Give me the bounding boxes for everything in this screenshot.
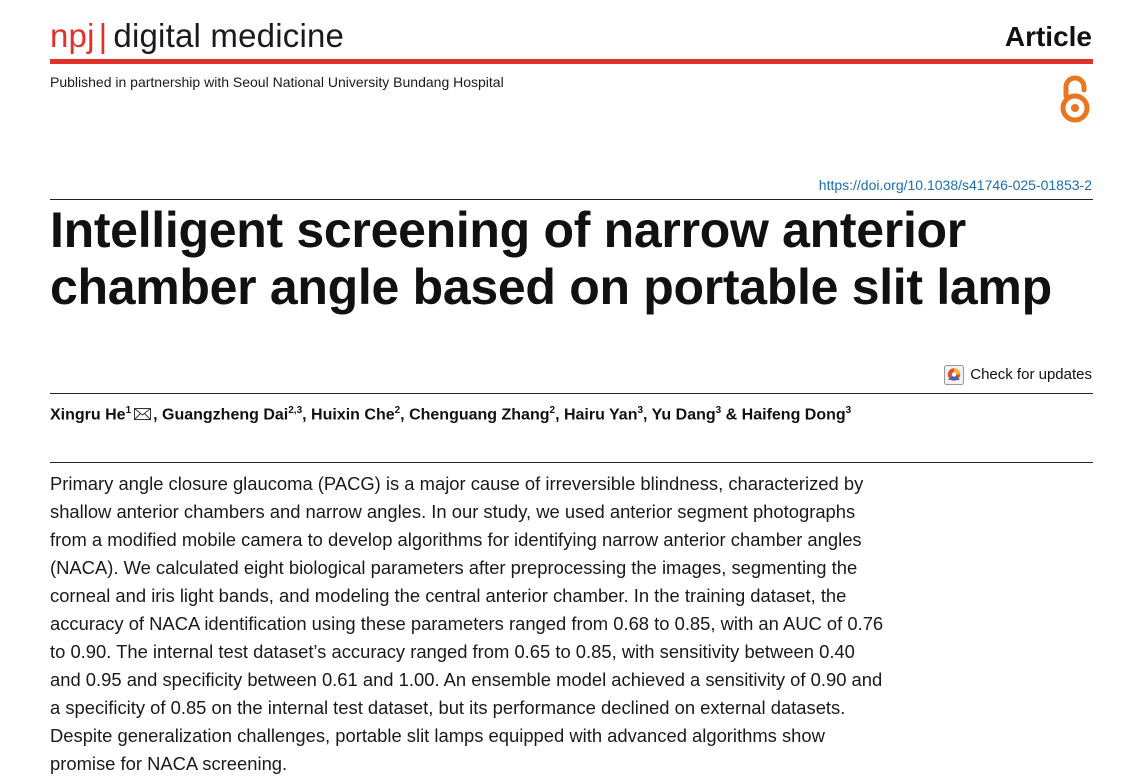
abstract-line: a specificity of 0.85 on the internal test dataset, but its performance declined on external datasets.: [50, 697, 846, 718]
check-for-updates-label: Check for updates: [970, 366, 1092, 383]
author-name[interactable]: Yu Dang: [651, 406, 716, 424]
doi-link[interactable]: https://doi.org/10.1038/s41746-025-01853-2: [818, 177, 1092, 193]
abstract-line: accuracy of NACA identification using these parameters ranged from 0.68 to 0.85, with an AUC of 0.76: [50, 613, 884, 634]
author-affiliation: 1: [125, 405, 132, 416]
abstract-line: promise for NACA screening.: [50, 753, 288, 774]
abstract-line: Primary angle closure glaucoma (PACG) is a major cause of irreversible blindness, characterized by: [50, 473, 864, 494]
author-separator: &: [721, 406, 742, 424]
open-access-lock-icon: [1058, 72, 1092, 124]
abstract-text: [50, 470, 930, 778]
author-name[interactable]: Guangzheng Dai: [162, 406, 289, 424]
abstract-top-rule: [50, 462, 1093, 463]
author-name[interactable]: Haifeng Dong: [741, 406, 846, 424]
header-divider: [50, 59, 1093, 64]
author-separator: ,: [643, 406, 652, 424]
article-type-label: Article: [1004, 21, 1092, 52]
author-separator: ,: [400, 406, 410, 424]
author-affiliation: 3: [715, 405, 722, 416]
title-top-rule: [50, 199, 1093, 200]
email-envelope-icon[interactable]: [134, 408, 151, 420]
author-separator: ,: [153, 406, 163, 424]
authors-top-rule: [50, 393, 1093, 394]
author-affiliation: 3: [637, 405, 644, 416]
abstract-line: (NACA). We calculated eight biological parameters after preprocessing the images, segmenting the: [50, 557, 858, 578]
author-separator: ,: [302, 406, 312, 424]
author-name[interactable]: Xingru He: [50, 406, 126, 424]
title-line-1: Intelligent screening of narrow anterior: [50, 202, 966, 258]
partnership-note: Published in partnership with Seoul National University Bundang Hospital: [50, 74, 504, 90]
author-affiliation: 2,3: [288, 405, 303, 416]
abstract-line: Despite generalization challenges, portable slit lamps equipped with advanced algorithms show: [50, 725, 825, 746]
journal-masthead: [50, 16, 344, 56]
author-affiliation: 2: [549, 405, 556, 416]
author-separator: ,: [555, 406, 564, 424]
abstract-line: to 0.90. The internal test dataset’s accuracy ranged from 0.65 to 0.85, with sensitivity between 0.40: [50, 641, 855, 662]
author-affiliation: 3: [845, 405, 852, 416]
journal-prefix: npj: [50, 17, 95, 54]
author-name[interactable]: Chenguang Zhang: [409, 406, 550, 424]
abstract-line: corneal and iris light bands, and modeling the central anterior chamber. In the training dataset, the: [50, 585, 847, 606]
author-name[interactable]: Hairu Yan: [563, 406, 638, 424]
abstract-line: and 0.95 and specificity between 0.61 and 1.00. An ensemble model achieved a sensitivity of 0.90 and: [50, 669, 883, 690]
title-line-2: chamber angle based on portable slit lamp: [50, 259, 1052, 315]
journal-name: digital medicine: [113, 17, 345, 54]
article-title: [50, 202, 1110, 316]
author-affiliation: 2: [394, 405, 401, 416]
journal-separator: |: [98, 17, 108, 54]
author-list: [50, 400, 851, 426]
abstract-line: from a modified mobile camera to develop algorithms for identifying narrow anterior chamber angles: [50, 529, 862, 550]
author-name[interactable]: Huixin Che: [311, 406, 395, 424]
abstract-line: shallow anterior chambers and narrow angles. In our study, we used anterior segment photographs: [50, 501, 856, 522]
check-for-updates-button[interactable]: [944, 364, 1092, 386]
check-for-updates-icon: [944, 365, 964, 385]
